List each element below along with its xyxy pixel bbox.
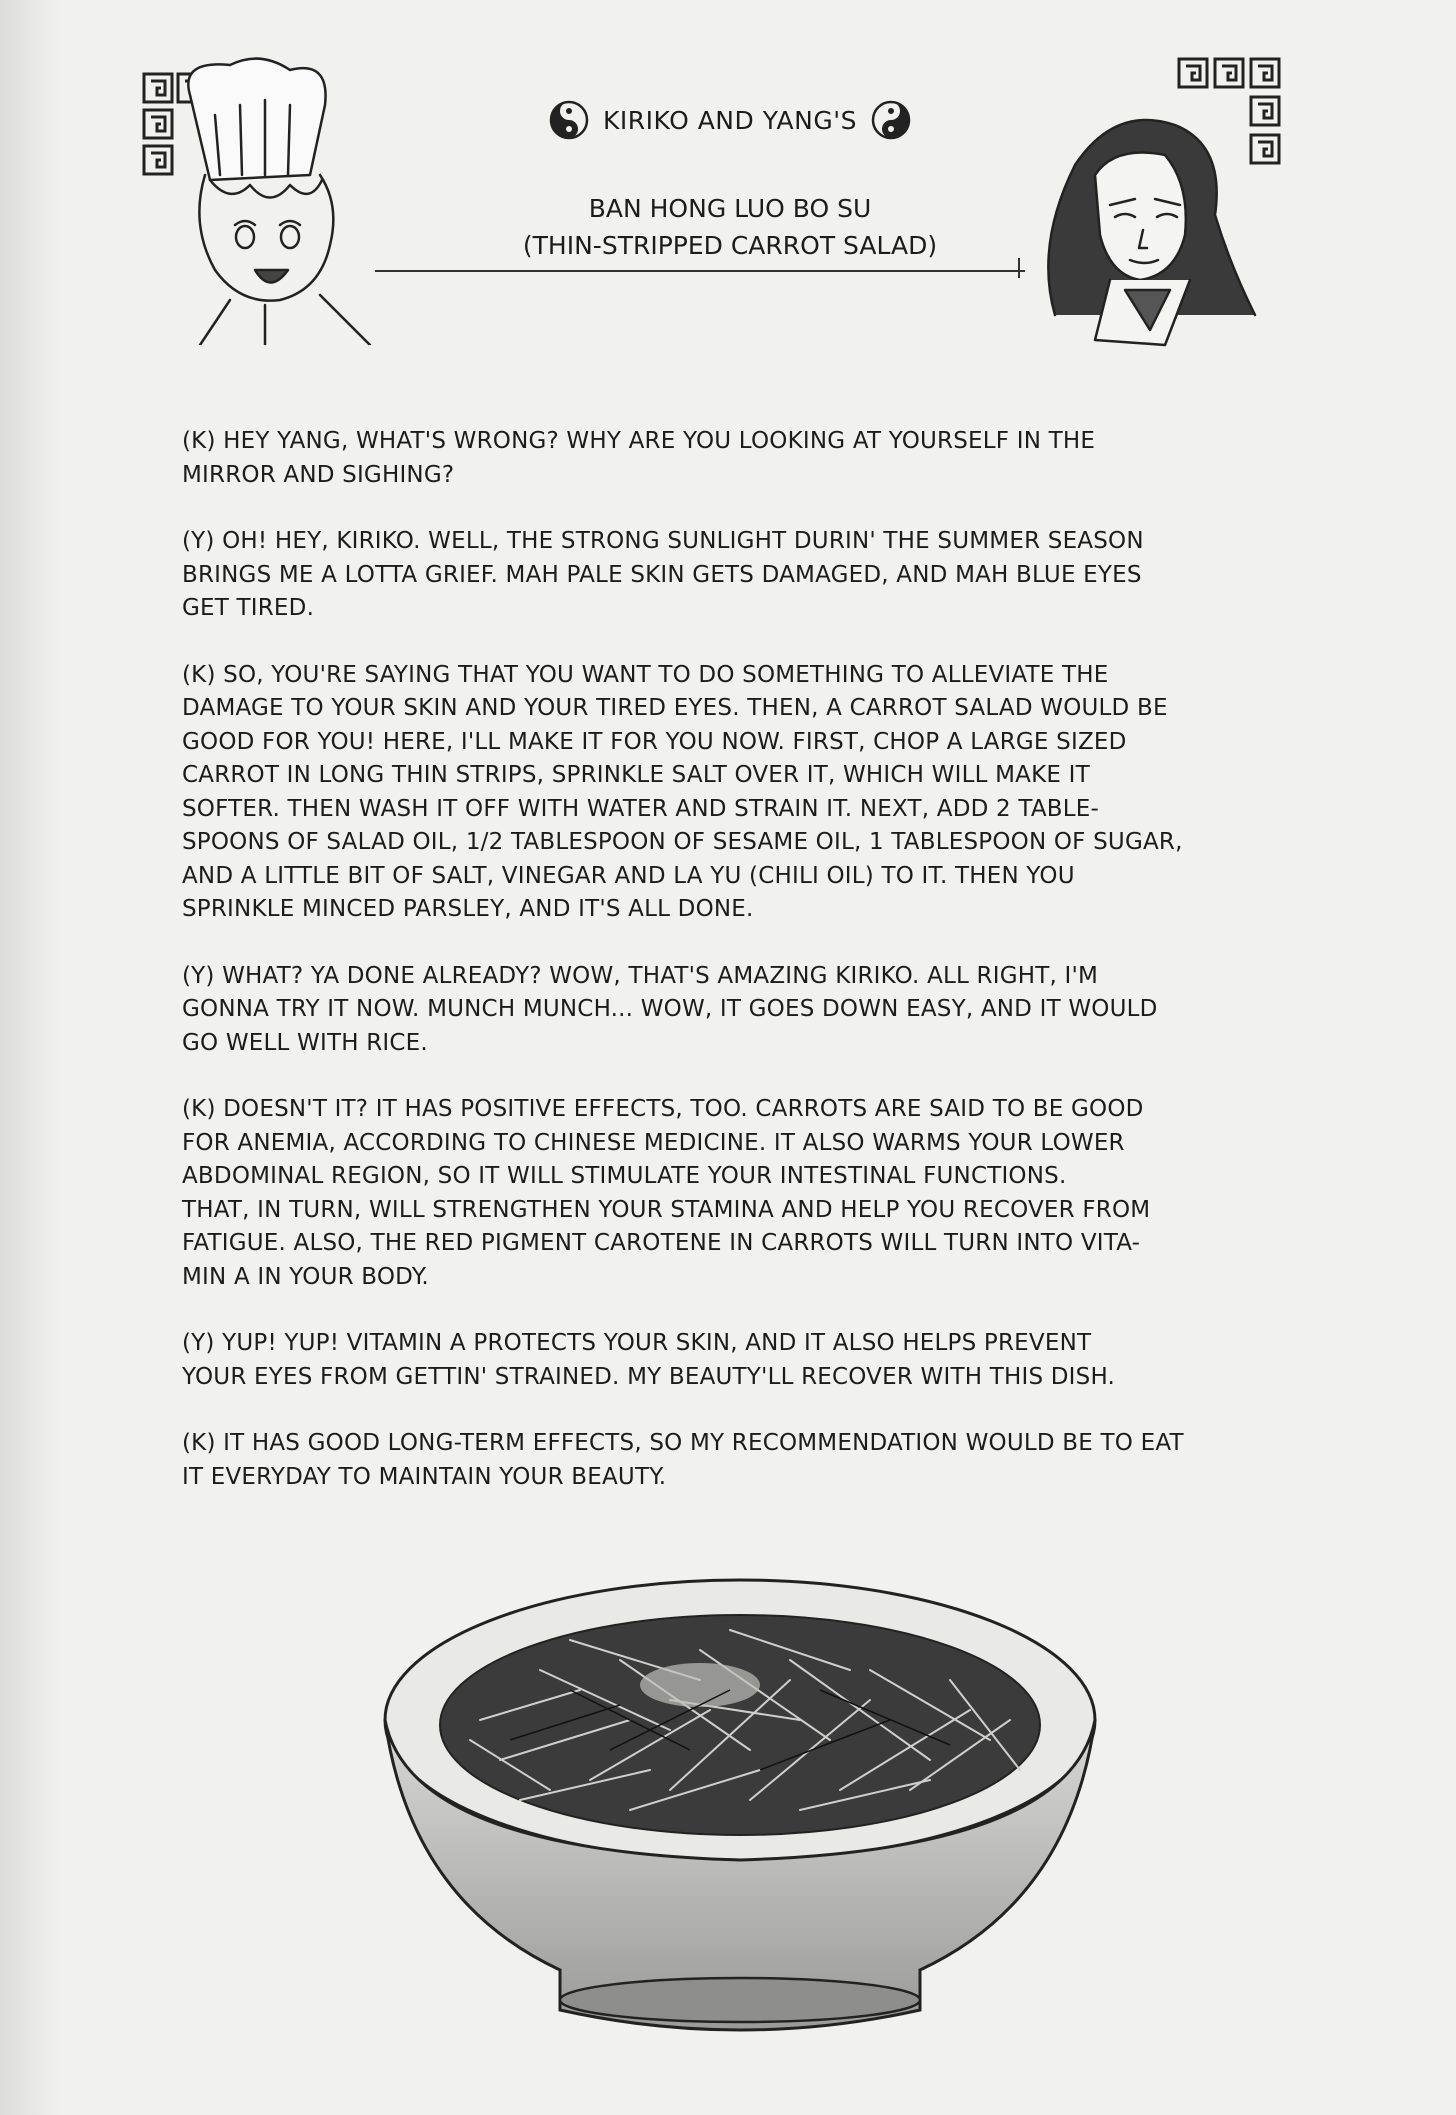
title-block	[520, 100, 940, 264]
dialogue-paragraph: (Y) YUP! YUP! VITAMIN A PROTECTS YOUR SKIN, AND IT ALSO HELPS PREVENT YOUR EYES FROM GETTIN' STRAINED. MY BEAUTY'LL RECOVER WITH THIS DISH.	[182, 1330, 1116, 1390]
dialogue-paragraph: (Y) OH! HEY, KIRIKO. WELL, THE STRONG SUNLIGHT DURIN' THE SUMMER SEASON BRINGS ME A LOTTA GRIEF. MAH PALE SKIN GETS DAMAGED, AND MAH BLUE EYES GET TIRED.	[182, 528, 1144, 621]
title-row	[520, 100, 940, 140]
recipe-name	[520, 190, 940, 264]
recipe-header	[0, 0, 1456, 380]
header-divider	[375, 270, 1025, 272]
dialogue-paragraph: (Y) WHAT? YA DONE ALREADY? WOW, THAT'S AMAZING KIRIKO. ALL RIGHT, I'M GONNA TRY IT NOW. MUNCH MUNCH... WOW, IT GOES DOWN EASY, AND IT WOULD GO WELL WITH RICE.	[182, 962, 1158, 1056]
dialogue-paragraph: (K) SO, YOU'RE SAYING THAT YOU WANT TO DO SOMETHING TO ALLEVIATE THE DAMAGE TO YOUR SKIN AND YOUR TIRED EYES. THEN, A CARROT SALAD WOULD BE GOOD FOR YOU! HERE, I'LL MAKE IT FOR YOU NOW. FIRST, CHOP A LARGE SIZED CARROT IN LONG THIN STRIPS, SPRINKLE SALT OVER IT, WHICH WILL MAKE IT SOFTER. THEN WASH IT OFF WITH WATER AND STRAIN IT. NEXT, ADD 2 TABLE- SPOONS OF SALAD OIL, 1/2 TABLESPOON OF SESAME OIL, 1 TABLESPOON OF SUGAR, AND A LITTLE BIT OF SALT, VINEGAR AND LA YU (CHILI OIL) TO IT. THEN YOU SPRINKLE MINCED PARSLEY, AND IT'S ALL DONE.	[182, 661, 1183, 922]
yin-yang-icon	[871, 100, 911, 140]
kiriko-chef-illustration	[170, 55, 400, 345]
yin-yang-icon	[549, 100, 589, 140]
dialogue-paragraph: (K) IT HAS GOOD LONG-TERM EFFECTS, SO MY RECOMMENDATION WOULD BE TO EAT IT EVERYDAY TO MAINTAIN YOUR BEAUTY.	[182, 1430, 1184, 1490]
carrot-salad-bowl-illustration	[370, 1570, 1110, 2040]
recipe-name-english: (THIN-STRIPPED CARROT SALAD)	[522, 231, 938, 260]
recipe-name-chinese: BAN HONG LUO BO SU	[588, 194, 872, 223]
dialogue-paragraph: (K) HEY YANG, WHAT'S WRONG? WHY ARE YOU LOOKING AT YOURSELF IN THE MIRROR AND SIGHING?	[182, 428, 1096, 488]
recipe-dialogue	[182, 425, 1282, 1527]
dialogue-paragraph: (K) DOESN'T IT? IT HAS POSITIVE EFFECTS, TOO. CARROTS ARE SAID TO BE GOOD FOR ANEMIA, ACCORDING TO CHINESE MEDICINE. IT ALSO WARMS YOUR LOWER ABDOMINAL REGION, SO IT WILL STIMULATE YOUR INTESTINAL FUNCTIONS. THAT, IN TURN, WILL STRENGTHEN YOUR STAMINA AND HELP YOU RECOVER FROM FATIGUE. ALSO, THE RED PIGMENT CAROTENE IN CARROTS WILL TURN INTO VITA- MIN A IN YOUR BODY.	[182, 1096, 1151, 1290]
page-title: KIRIKO AND YANG'S	[603, 105, 857, 135]
fret-ornament-right-icon	[1175, 55, 1295, 185]
